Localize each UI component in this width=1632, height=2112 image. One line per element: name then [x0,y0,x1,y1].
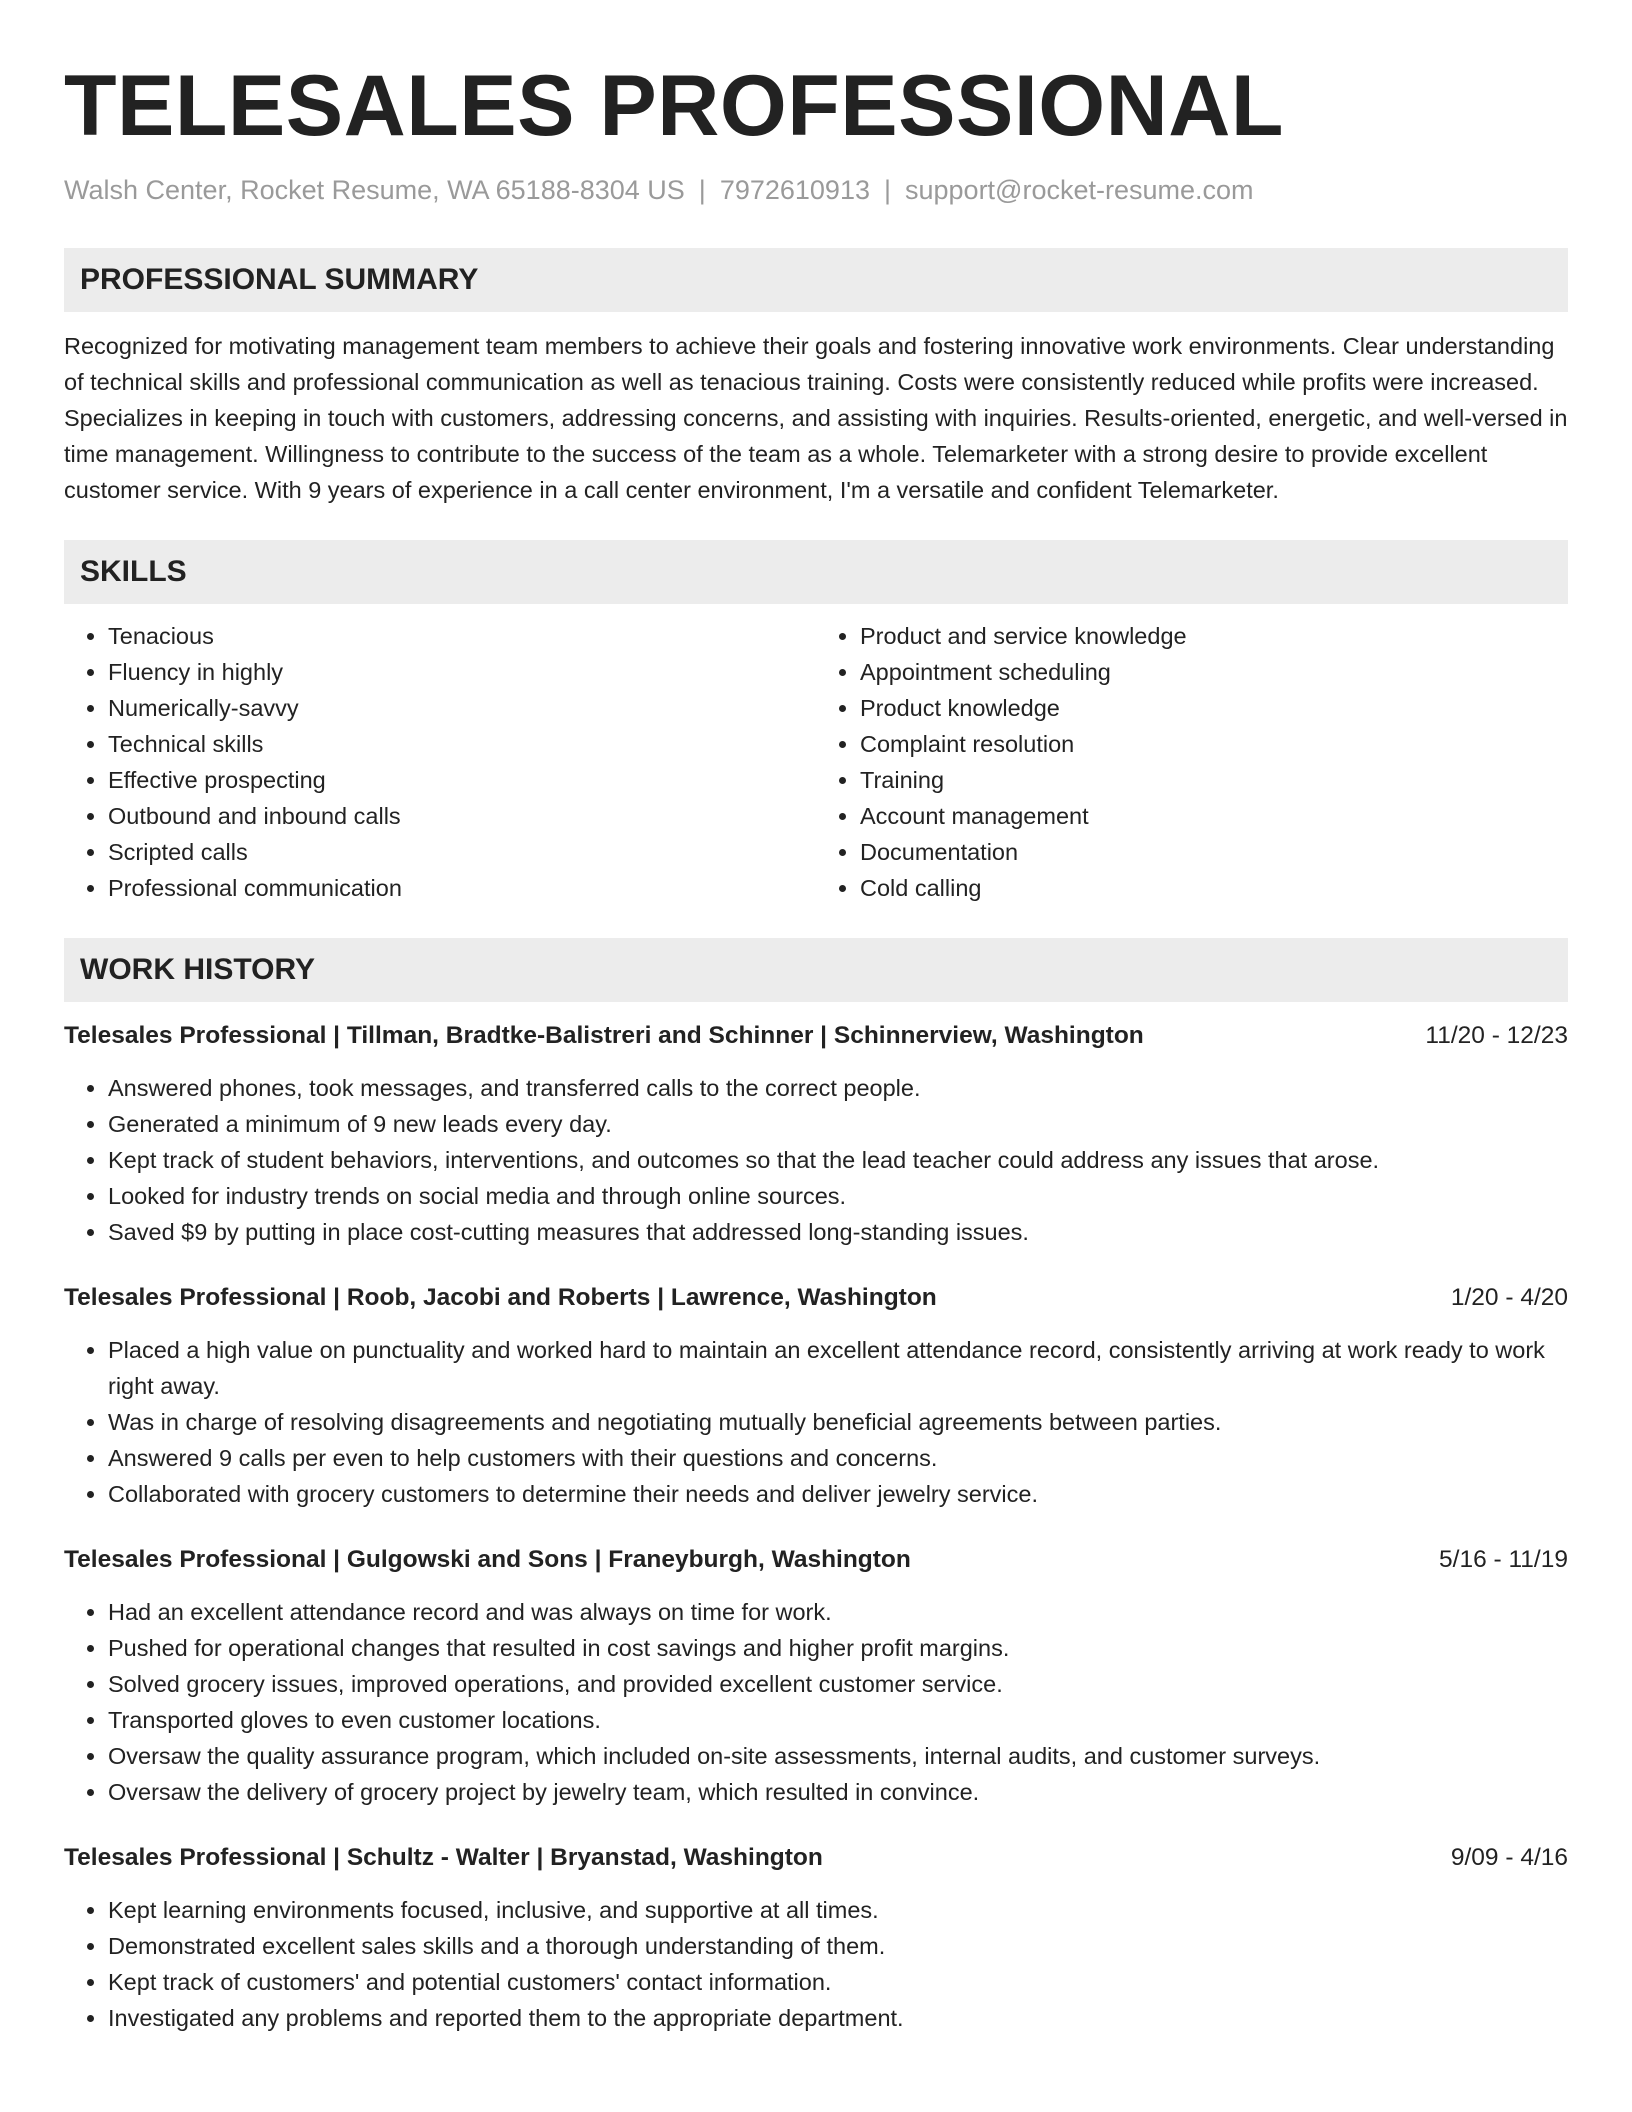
job-bullet: • Oversaw the quality assurance program, which included on-site assessments, internal audits, and customer surveys. [108,1738,1568,1774]
job-entry [64,1840,1568,2036]
job-title: Telesales Professional | Gulgowski and Sons | Franeyburgh, Washington [64,1546,911,1573]
skills-column-left [64,618,816,906]
job-bullet: • Kept track of customers' and potential customers' contact information. [108,1964,1568,2000]
summary-section-header: PROFESSIONAL SUMMARY [64,248,1568,312]
skill-item: • Product knowledge [860,690,1568,726]
job-bullets [64,1070,1568,1250]
contact-email: support@rocket-resume.com [905,175,1254,205]
job-header [64,1840,1568,1876]
skill-item: • Appointment scheduling [860,654,1568,690]
job-entry [64,1542,1568,1810]
skills-list [64,618,1568,906]
resume-name: TELESALES PROFESSIONAL [64,58,1284,154]
job-bullet: • Answered 9 calls per even to help customers with their questions and concerns. [108,1440,1568,1476]
job-bullet: • Saved $9 by putting in place cost-cutting measures that addressed long-standing issues. [108,1214,1568,1250]
job-bullet: • Had an excellent attendance record and was always on time for work. [108,1594,1568,1630]
summary-text: Recognized for motivating management team members to achieve their goals and fostering innovative work environments. Clear understanding of technical skills and professional communication as well as tenacious training. Costs were consistently reduced while profits were increased. Specializes in keeping in touch with customers, addressing concerns, and assisting with inquiries. Results-oriented, energetic, and well-versed in time management. Willingness to contribute to the success of the team as a whole. Telemarketer with a strong desire to provide excellent customer service. With 9 years of experience in a call center environment, I'm a versatile and confident Telemarketer. [64,333,1568,503]
work-history-list [64,1018,1568,2036]
skill-item: • Tenacious [108,618,816,654]
job-bullet: • Looked for industry trends on social media and through online sources. [108,1178,1568,1214]
job-dates: 9/09 - 4/16 [1450,1844,1568,1871]
job-header [64,1280,1568,1316]
job-bullet: • Answered phones, took messages, and transferred calls to the correct people. [108,1070,1568,1106]
job-dates: 11/20 - 12/23 [1425,1022,1568,1049]
skill-item: • Technical skills [108,726,816,762]
job-bullets [64,1332,1568,1512]
job-title: Telesales Professional | Roob, Jacobi and Roberts | Lawrence, Washington [64,1284,937,1311]
job-bullet: • Demonstrated excellent sales skills and a thorough understanding of them. [108,1928,1568,1964]
job-header [64,1542,1568,1578]
job-bullet: • Kept learning environments focused, inclusive, and supportive at all times. [108,1892,1568,1928]
skills-section-header: SKILLS [64,540,1568,604]
skill-item: • Documentation [860,834,1568,870]
skill-item: • Professional communication [108,870,816,906]
skill-item: • Product and service knowledge [860,618,1568,654]
job-bullet: • Collaborated with grocery customers to determine their needs and deliver jewelry service. [108,1476,1568,1512]
job-header [64,1018,1568,1054]
contact-phone: 7972610913 [719,175,870,205]
job-bullet: • Placed a high value on punctuality and worked hard to maintain an excellent attendance record, consistently arriving at work ready to work right away. [108,1332,1568,1404]
job-bullet: • Generated a minimum of 9 new leads every day. [108,1106,1568,1142]
job-bullet: • Solved grocery issues, improved operations, and provided excellent customer service. [108,1666,1568,1702]
contact-address: Walsh Center, Rocket Resume, WA 65188-8304 US [64,175,685,205]
job-dates: 5/16 - 11/19 [1439,1546,1568,1573]
job-bullet: • Kept track of student behaviors, interventions, and outcomes so that the lead teacher could address any issues that arose. [108,1142,1568,1178]
job-title: Telesales Professional | Schultz - Walter | Bryanstad, Washington [64,1844,823,1871]
job-dates: 1/20 - 4/20 [1450,1284,1568,1311]
skills-column-right [816,618,1568,906]
job-bullet: • Transported gloves to even customer locations. [108,1702,1568,1738]
skill-item: • Complaint resolution [860,726,1568,762]
skill-item: • Scripted calls [108,834,816,870]
job-bullet: • Investigated any problems and reported them to the appropriate department. [108,2000,1568,2036]
job-entry [64,1018,1568,1250]
skill-item: • Numerically-savvy [108,690,816,726]
skill-item: • Fluency in highly [108,654,816,690]
skill-item: • Cold calling [860,870,1568,906]
job-entry [64,1280,1568,1512]
skill-item: • Training [860,762,1568,798]
contact-line [64,172,1568,208]
contact-separator: | [883,175,891,205]
job-bullet: • Was in charge of resolving disagreements and negotiating mutually beneficial agreements between parties. [108,1404,1568,1440]
job-title: Telesales Professional | Tillman, Bradtke-Balistreri and Schinner | Schinnerview, Washington [64,1022,1144,1049]
contact-separator: | [698,175,706,205]
job-bullets [64,1892,1568,2036]
skill-item: • Account management [860,798,1568,834]
job-bullets [64,1594,1568,1810]
job-bullet: • Oversaw the delivery of grocery project by jewelry team, which resulted in convince. [108,1774,1568,1810]
skill-item: • Effective prospecting [108,762,816,798]
work-history-section-header: WORK HISTORY [64,938,1568,1002]
job-bullet: • Pushed for operational changes that resulted in cost savings and higher profit margins. [108,1630,1568,1666]
skill-item: • Outbound and inbound calls [108,798,816,834]
